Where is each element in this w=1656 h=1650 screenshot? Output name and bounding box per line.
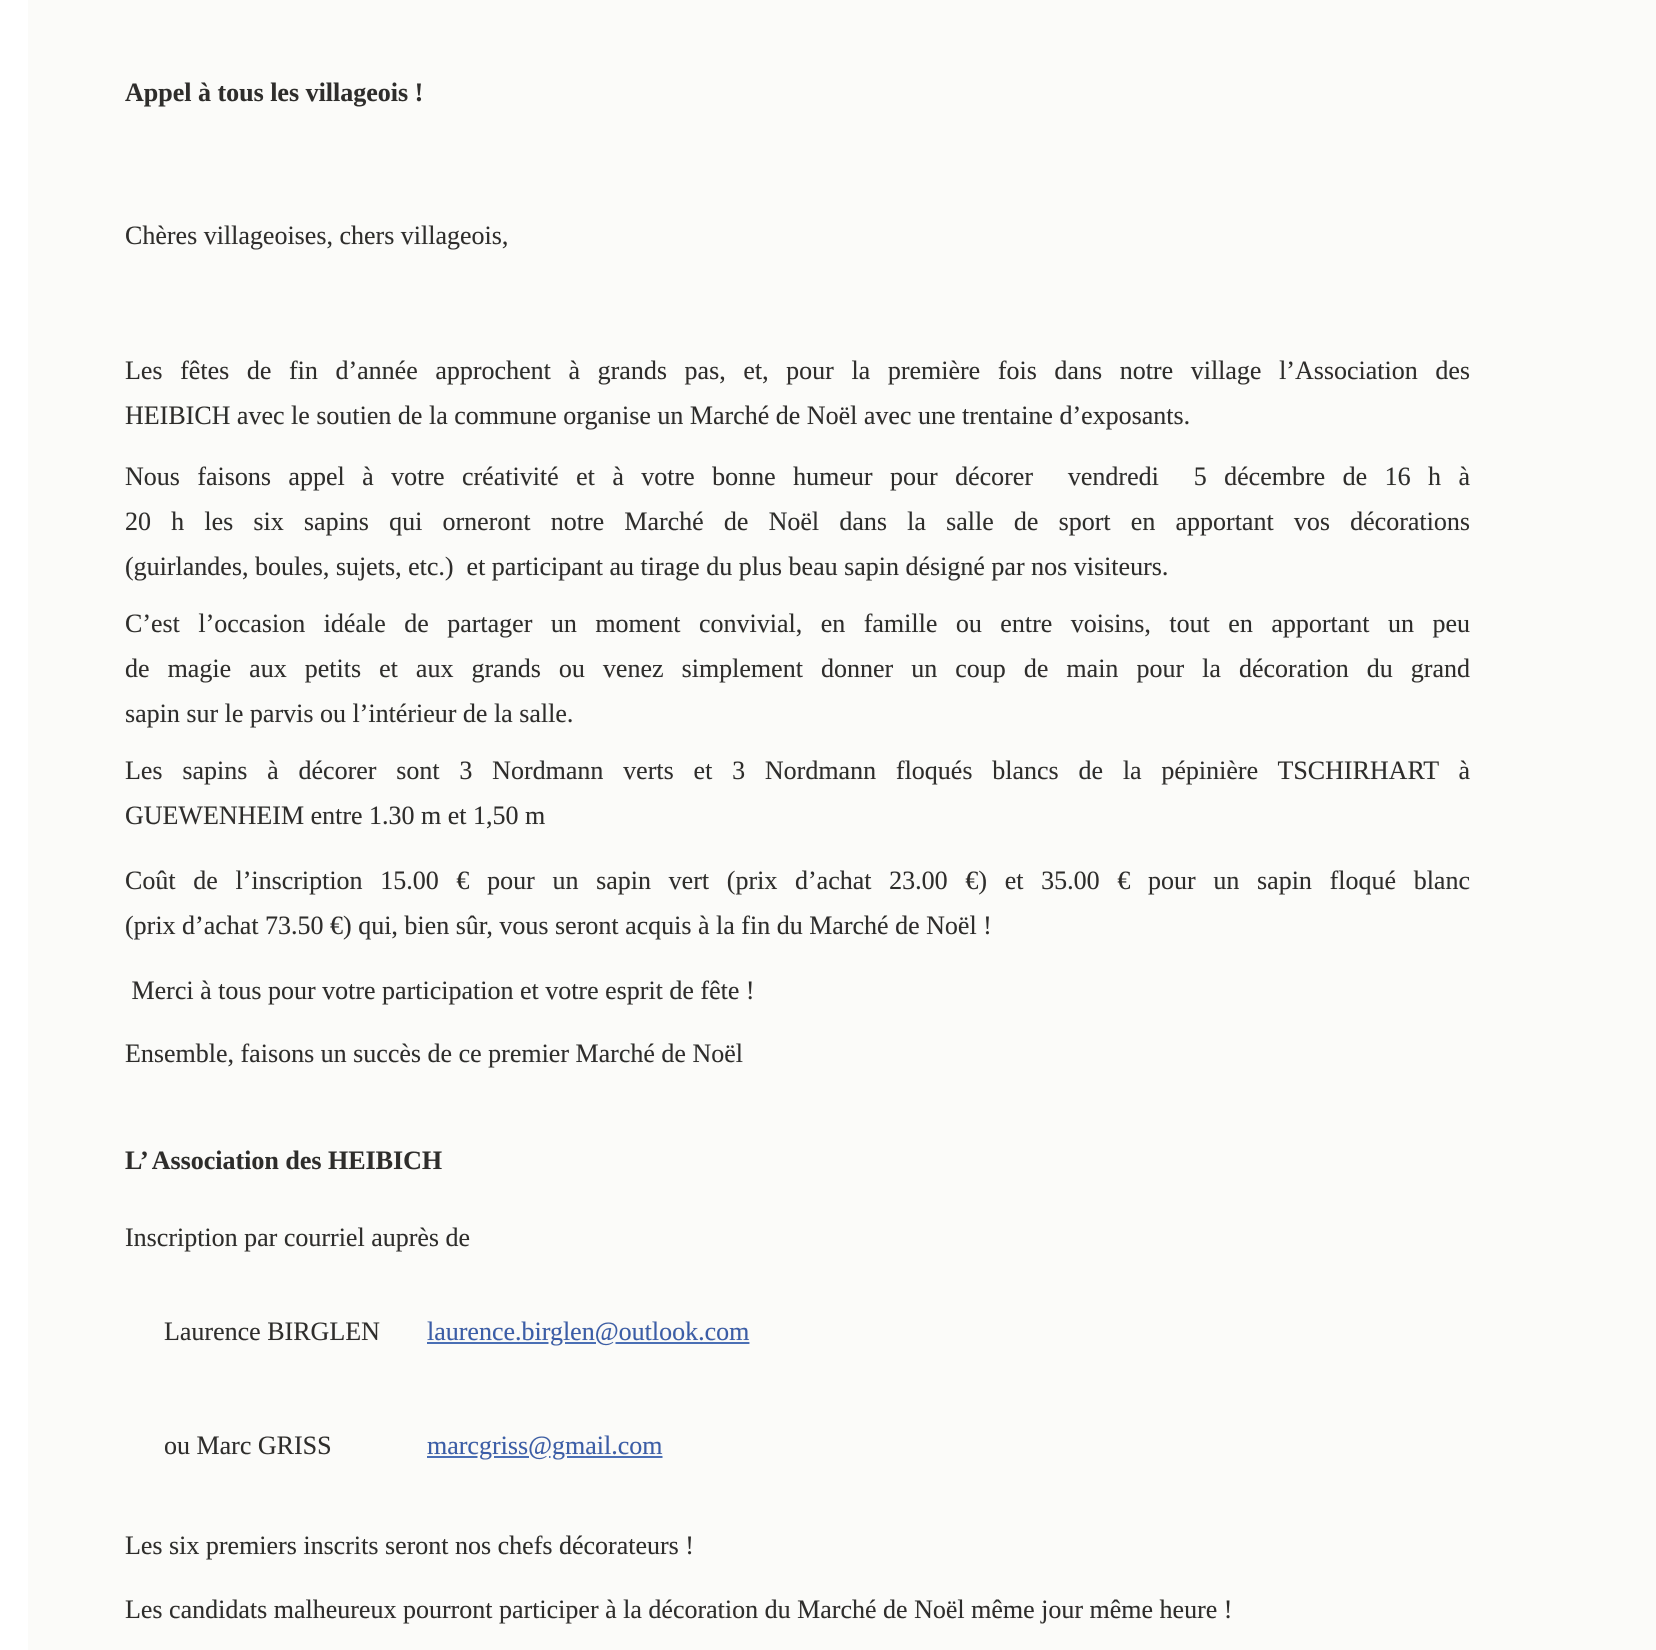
contact-row-laurence: [125, 1275, 1470, 1389]
paragraph-line: Coût de l’inscription 15.00 € pour un sapin vert (prix d’achat 23.00 €) et 35.00 € pour un sapin floqué blanc: [125, 866, 1470, 895]
paragraph-line: (guirlandes, boules, sujets, etc.) et participant au tirage du plus beau sapin désigné par nos visiteurs.: [125, 552, 1169, 581]
paragraph-appel-creativite: [125, 454, 1470, 589]
paragraph-line: Les sapins à décorer sont 3 Nordmann verts et 3 Nordmann floqués blancs de la pépinière TSCHIRHART à: [125, 756, 1470, 785]
paragraph-cout: [125, 858, 1470, 948]
note-six-premiers: Les six premiers inscrits seront nos chefs décorateurs !: [125, 1531, 694, 1560]
email-link-marc[interactable]: marcgriss@gmail.com: [427, 1431, 663, 1460]
contact-row-marc: [125, 1389, 1470, 1503]
paragraph-line: (prix d’achat 73.50 €) qui, bien sûr, vous seront acquis à la fin du Marché de Noël !: [125, 911, 992, 940]
salutation-line: Chères villageoises, chers villageois,: [125, 221, 509, 250]
closing-line: Ensemble, faisons un succès de ce premier Marché de Noël: [125, 1039, 743, 1068]
paragraph-sapins: [125, 748, 1470, 838]
paragraph-line: de magie aux petits et aux grands ou venez simplement donner un coup de main pour la décoration du grand: [125, 654, 1470, 683]
paragraph-line: sapin sur le parvis ou l’intérieur de la salle.: [125, 699, 574, 728]
paragraph-line: GUEWENHEIM entre 1.30 m et 1,50 m: [125, 801, 546, 830]
email-link-laurence[interactable]: laurence.birglen@outlook.com: [427, 1317, 750, 1346]
paragraph-line: C’est l’occasion idéale de partager un moment convivial, en famille ou entre voisins, tout en apportant un peu: [125, 609, 1470, 638]
paragraph-occasion: [125, 601, 1470, 736]
contacts-block: [125, 1275, 1470, 1503]
thanks-line: Merci à tous pour votre participation et votre esprit de fête !: [125, 976, 755, 1005]
inscription-intro: Inscription par courriel auprès de: [125, 1223, 471, 1252]
paragraph-line: Les fêtes de fin d’année approchent à grands pas, et, pour la première fois dans notre village l’Association des: [125, 356, 1470, 385]
paragraph-line: 20 h les six sapins qui orneront notre Marché de Noël dans la salle de sport en apportant vos décorations: [125, 507, 1470, 536]
note-candidats: Les candidats malheureux pourront participer à la décoration du Marché de Noël même jour même heure !: [125, 1595, 1233, 1624]
paragraph-line: HEIBICH avec le soutien de la commune organise un Marché de Noël avec une trentaine d’exposants.: [125, 401, 1191, 430]
paragraph-line: Nous faisons appel à votre créativité et à votre bonne humeur pour décorer vendredi 5 décembre de 16 h à: [125, 462, 1470, 491]
letter-title: Appel à tous les villageois !: [125, 78, 424, 107]
paragraph-fetes: [125, 348, 1470, 438]
signature-association: L’ Association des HEIBICH: [125, 1146, 443, 1175]
contact-name-laurence: Laurence BIRGLEN: [164, 1317, 380, 1346]
contact-name-marc: ou Marc GRISS: [164, 1431, 332, 1460]
